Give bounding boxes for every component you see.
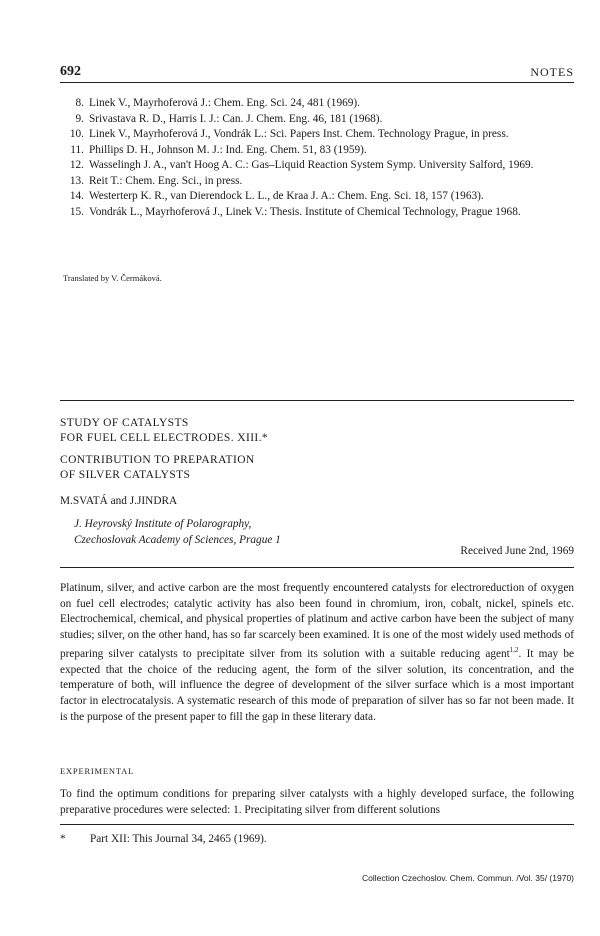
translator-note: Translated by V. Čermáková. [63,273,162,283]
reference-text: Reit T.: Chem. Eng. Sci., in press. [89,174,243,187]
reference-item [60,189,574,205]
section-heading: EXPERIMENTAL [60,766,135,776]
footnote-rule [60,824,574,825]
author-line: M.SVATÁ and J.JINDRA [60,495,178,507]
reference-item [60,112,574,128]
journal-page [60,0,574,936]
article-separator-rule [60,400,574,401]
title-line: STUDY OF CATALYSTS [60,417,189,429]
subtitle-line: CONTRIBUTION TO PREPARATION [60,454,255,466]
reference-text: Westerterp K. R., van Dierendock L. L., de Kraa J. A.: Chem. Eng. Sci. 18, 157 (1963). [89,190,484,202]
reference-number: 14. [69,190,84,202]
reference-number: 9. [75,112,84,125]
subtitle-line: OF SILVER CATALYSTS [60,468,191,481]
reference-number: 8. [75,97,84,109]
reference-item [60,158,574,174]
citation-superscript: 1,2 [509,646,519,655]
reference-item [60,127,574,143]
reference-number: 13. [69,174,84,187]
abstract-text-continued: . It may be expected that the choice of the reducing agent, the form of the silver solution, its concentration, and the temperature of both, will influence the degree of development of the silver surface which is a most important factor in electrocatalysis. A systematic research of this mode of preparation of silver has so far not been made. It is the purpose of the present paper to fill the gap in these literary data. [60,648,575,723]
reference-text: Linek V., Mayrhoferová J., Vondrák L.: Sci. Papers Inst. Chem. Technology Prague, in press. [89,128,509,140]
footnote-text: Part XII: This Journal 34, 2465 (1969). [90,833,267,845]
received-date: Received June 2nd, 1969 [460,545,574,557]
footnote [60,833,267,845]
experimental-paragraph: To find the optimum conditions for preparing silver catalysts with a highly developed surface, the following preparative procedures were selected: 1. Precipitating silver from different solutions [60,788,574,816]
abstract-separator-rule [60,567,574,568]
journal-footer: Collection Czechoslov. Chem. Commun. /Vol. 35/ (1970) [362,873,574,883]
reference-item [60,205,574,221]
reference-text: Phillips D. H., Johnson M. J.: Ind. Eng. Chem. 51, 83 (1959). [89,143,367,156]
article-subtitle [60,453,255,482]
affiliation [74,516,281,548]
affiliation-line: J. Heyrovský Institute of Polarography, [74,518,252,530]
footnote-mark: * [60,833,66,845]
reference-list [60,96,574,220]
article-title [60,416,268,445]
reference-item [60,96,574,112]
reference-text: Linek V., Mayrhoferová J.: Chem. Eng. Sci. 24, 481 (1969). [89,97,360,109]
affiliation-line: Czechoslovak Academy of Sciences, Prague 1 [74,534,281,546]
reference-number: 10. [69,128,84,140]
reference-item [60,174,574,190]
title-line: FOR FUEL CELL ELECTRODES. XIII.* [60,431,269,444]
reference-number: 15. [69,205,84,218]
abstract-text: Platinum, silver, and active carbon are the most frequently encountered catalysts for electroreduction of oxygen on fuel cell electrodes; catalytic activity has also been found in chromium, iron, cobalt, nickel, spinels etc. Electrochemical, chemical, and physical properties of platinum and active carbon have been the subject of many studies; silver, on the other hand, has so far scarcely been examined. It is one of the most widely used methods of preparing silver catalysts to precipitate silver from its solution with a suitable reducing agent [60,582,574,661]
reference-item [60,143,574,159]
reference-number: 11. [70,143,84,156]
reference-text: Wasselingh J. A., van't Hoog A. C.: Gas–Liquid Reaction System Symp. University Salford, 1969. [89,159,534,171]
page-number: 692 [60,64,81,79]
abstract-paragraph [60,581,574,725]
reference-number: 12. [69,159,84,171]
page-header [60,64,574,80]
running-title: NOTES [530,65,574,79]
reference-text: Vondrák L., Mayrhoferová J., Linek V.: Thesis. Institute of Chemical Technology, Prague 1968. [89,205,521,218]
header-rule [60,82,574,83]
reference-text: Srivastava R. D., Harris I. J.: Can. J. Chem. Eng. 46, 181 (1968). [89,112,383,125]
